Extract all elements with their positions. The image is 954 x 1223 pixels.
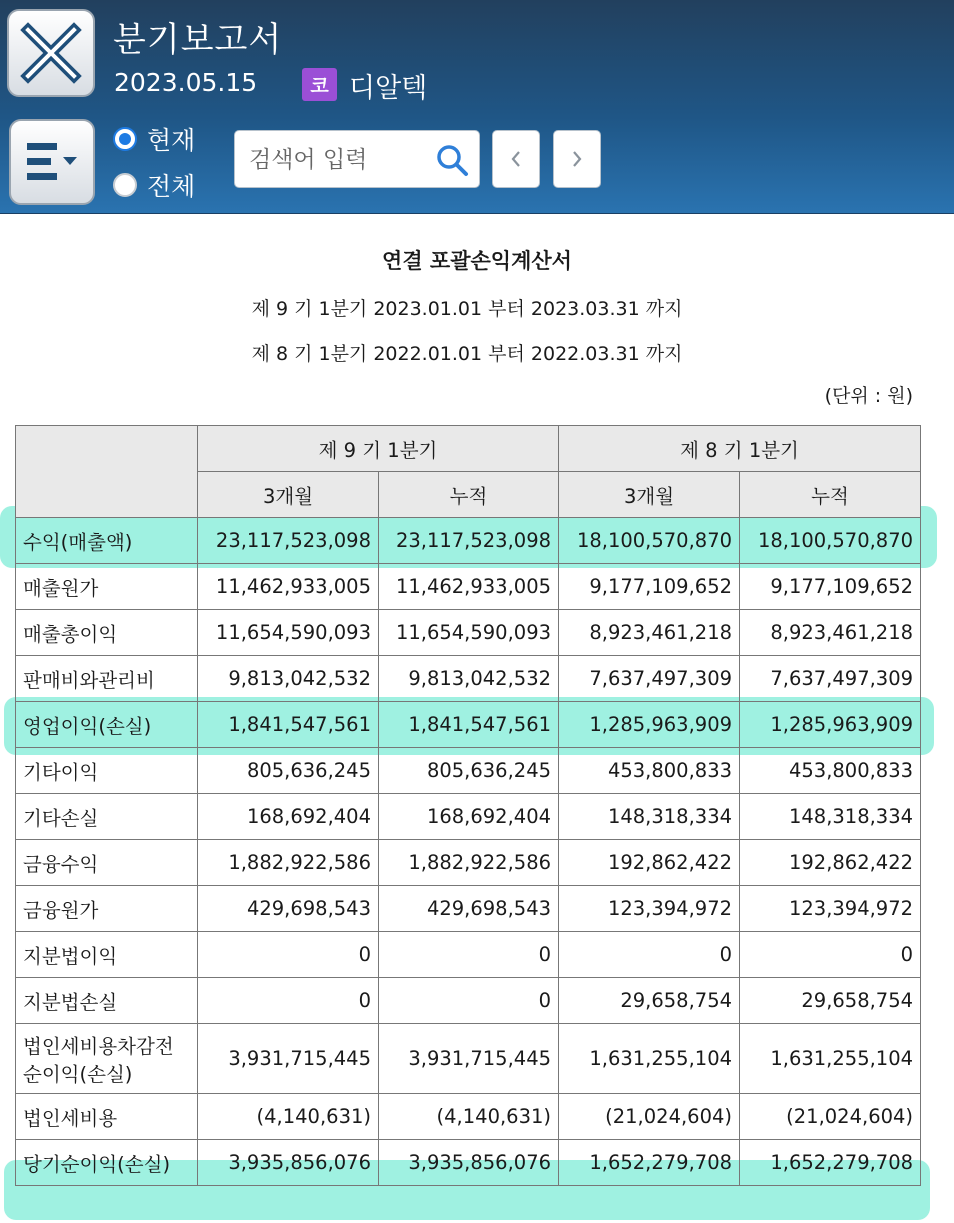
close-button[interactable]	[7, 9, 95, 97]
value-cell: 1,631,255,104	[559, 1024, 740, 1094]
col-group-current: 제 9 기 1분기	[198, 426, 559, 472]
col-current-cum: 누적	[379, 472, 559, 518]
value-cell: 1,285,963,909	[740, 702, 921, 748]
table-body	[16, 518, 921, 1186]
value-cell: 7,637,497,309	[740, 656, 921, 702]
page-title: 분기보고서	[113, 20, 283, 60]
row-label: 지분법손실	[16, 978, 198, 1024]
value-cell: 3,935,856,076	[379, 1140, 559, 1186]
chevron-left-icon	[508, 149, 524, 169]
row-label: 지분법이익	[16, 932, 198, 978]
row-label: 매출총이익	[16, 610, 198, 656]
value-cell: 11,654,590,093	[379, 610, 559, 656]
value-cell: 1,652,279,708	[740, 1140, 921, 1186]
table-row	[16, 794, 921, 840]
menu-list-icon	[23, 137, 81, 187]
value-cell: 11,654,590,093	[198, 610, 379, 656]
value-cell: 0	[198, 978, 379, 1024]
company-name[interactable]: 디알텍	[349, 73, 428, 104]
value-cell: 453,800,833	[740, 748, 921, 794]
close-icon	[20, 22, 82, 84]
value-cell: 9,813,042,532	[379, 656, 559, 702]
report-date: 2023.05.15	[114, 68, 258, 97]
value-cell: 192,862,422	[559, 840, 740, 886]
row-label: 당기순이익(손실)	[16, 1140, 198, 1186]
value-cell: 1,285,963,909	[559, 702, 740, 748]
value-cell: 29,658,754	[559, 978, 740, 1024]
value-cell: 1,841,547,561	[379, 702, 559, 748]
table-row	[16, 1024, 921, 1094]
table-row	[16, 702, 921, 748]
app-header	[0, 0, 954, 214]
value-cell: 0	[379, 932, 559, 978]
value-cell: 429,698,543	[379, 886, 559, 932]
value-cell: 7,637,497,309	[559, 656, 740, 702]
value-cell: 805,636,245	[379, 748, 559, 794]
value-cell: 8,923,461,218	[559, 610, 740, 656]
col-group-prior: 제 8 기 1분기	[559, 426, 921, 472]
value-cell: 0	[740, 932, 921, 978]
value-cell: 9,177,109,652	[559, 564, 740, 610]
row-label: 법인세비용	[16, 1094, 198, 1140]
row-label: 판매비와관리비	[16, 656, 198, 702]
value-cell: 148,318,334	[740, 794, 921, 840]
radio-current-label: 현재	[147, 126, 196, 155]
period-prior: 제 8 기 1분기 2022.01.01 부터 2022.03.31 까지	[251, 343, 683, 365]
table-row	[16, 1094, 921, 1140]
value-cell: 3,935,856,076	[198, 1140, 379, 1186]
row-label: 기타이익	[16, 748, 198, 794]
value-cell: 1,882,922,586	[198, 840, 379, 886]
radio-all[interactable]	[113, 173, 137, 197]
table-row	[16, 932, 921, 978]
value-cell: 9,177,109,652	[740, 564, 921, 610]
value-cell: 0	[559, 932, 740, 978]
value-cell: 168,692,404	[379, 794, 559, 840]
row-label: 금융원가	[16, 886, 198, 932]
period-current: 제 9 기 1분기 2023.01.01 부터 2023.03.31 까지	[251, 298, 683, 320]
col-prior-3m: 3개월	[559, 472, 740, 518]
table-row	[16, 564, 921, 610]
header-corner	[16, 426, 198, 518]
value-cell: 123,394,972	[559, 886, 740, 932]
value-cell: 23,117,523,098	[198, 518, 379, 564]
value-cell: 0	[379, 978, 559, 1024]
value-cell: 3,931,715,445	[198, 1024, 379, 1094]
row-label: 법인세비용차감전순이익(손실)	[16, 1024, 198, 1094]
value-cell: 168,692,404	[198, 794, 379, 840]
row-label: 수익(매출액)	[16, 518, 198, 564]
value-cell: 18,100,570,870	[559, 518, 740, 564]
value-cell: 148,318,334	[559, 794, 740, 840]
value-cell: (4,140,631)	[198, 1094, 379, 1140]
statement-title: 연결 포괄손익계산서	[382, 249, 572, 273]
value-cell: 8,923,461,218	[740, 610, 921, 656]
value-cell: 192,862,422	[740, 840, 921, 886]
value-cell: 29,658,754	[740, 978, 921, 1024]
next-button[interactable]	[553, 130, 601, 188]
value-cell: (4,140,631)	[379, 1094, 559, 1140]
row-label: 영업이익(손실)	[16, 702, 198, 748]
table-row	[16, 610, 921, 656]
value-cell: 0	[198, 932, 379, 978]
value-cell: 453,800,833	[559, 748, 740, 794]
row-label: 매출원가	[16, 564, 198, 610]
table-row	[16, 656, 921, 702]
value-cell: 805,636,245	[198, 748, 379, 794]
value-cell: 23,117,523,098	[379, 518, 559, 564]
value-cell: 9,813,042,532	[198, 656, 379, 702]
value-cell: 18,100,570,870	[740, 518, 921, 564]
scope-all-option[interactable]	[113, 167, 195, 203]
row-label: 기타손실	[16, 794, 198, 840]
value-cell: 1,631,255,104	[740, 1024, 921, 1094]
unit-label: (단위 : 원)	[824, 385, 913, 407]
table-row	[16, 978, 921, 1024]
col-current-3m: 3개월	[198, 472, 379, 518]
row-label: 금융수익	[16, 840, 198, 886]
value-cell: 1,652,279,708	[559, 1140, 740, 1186]
income-statement-table	[15, 425, 921, 1186]
value-cell: (21,024,604)	[740, 1094, 921, 1140]
scope-current-option[interactable]	[113, 121, 195, 157]
value-cell: 123,394,972	[740, 886, 921, 932]
table-row	[16, 748, 921, 794]
value-cell: 3,931,715,445	[379, 1024, 559, 1094]
value-cell: 1,882,922,586	[379, 840, 559, 886]
table-row	[16, 886, 921, 932]
prev-button[interactable]	[492, 130, 540, 188]
market-badge: 코	[302, 68, 337, 101]
search-box[interactable]	[234, 130, 480, 188]
value-cell: (21,024,604)	[559, 1094, 740, 1140]
table-row	[16, 518, 921, 564]
value-cell: 11,462,933,005	[379, 564, 559, 610]
menu-button[interactable]	[9, 119, 95, 205]
search-icon[interactable]	[435, 143, 469, 177]
value-cell: 429,698,543	[198, 886, 379, 932]
search-input[interactable]	[247, 131, 431, 189]
value-cell: 1,841,547,561	[198, 702, 379, 748]
table-row	[16, 840, 921, 886]
table-row	[16, 1140, 921, 1186]
value-cell: 11,462,933,005	[198, 564, 379, 610]
radio-all-label: 전체	[147, 172, 196, 201]
col-prior-cum: 누적	[740, 472, 921, 518]
chevron-right-icon	[569, 149, 585, 169]
radio-current[interactable]	[113, 127, 137, 151]
